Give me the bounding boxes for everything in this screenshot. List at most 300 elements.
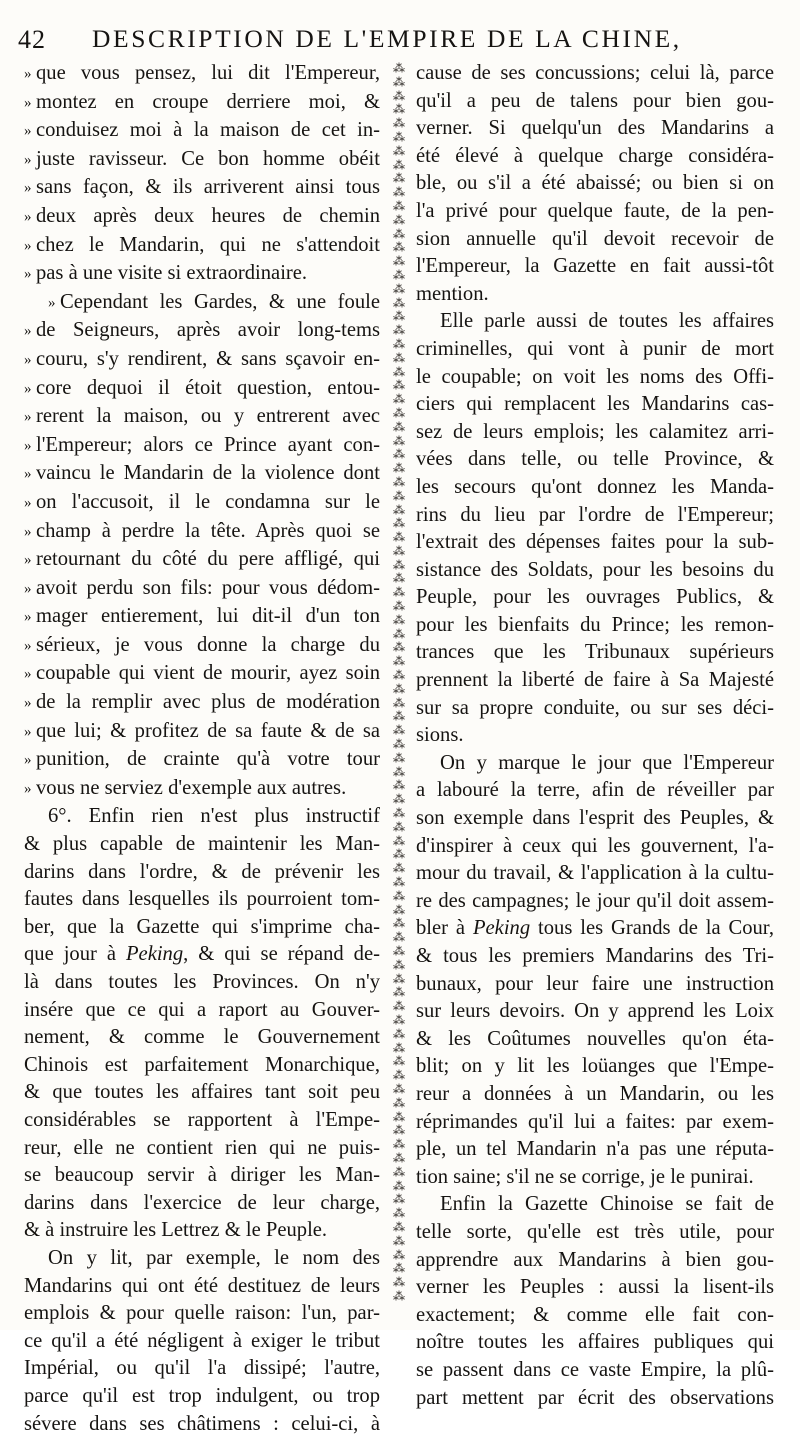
line-text: mention. bbox=[416, 283, 489, 305]
divider-ornament: ⁂ bbox=[393, 90, 405, 104]
line-text: exactement; & comme elle fait con- bbox=[416, 1304, 774, 1326]
divider-ornament: ⁂ bbox=[393, 366, 405, 380]
divider-ornament: ⁂ bbox=[393, 490, 405, 504]
line-text: & à instruire les Lettrez & le Peuple. bbox=[24, 1219, 327, 1241]
divider-ornament: ⁂ bbox=[393, 1138, 405, 1152]
line-text: re des campagnes; le jour qu'il doit assem- bbox=[416, 890, 774, 912]
line-text: pas à une visite si extraordinaire. bbox=[36, 262, 307, 284]
line-text: coupable qui vient de mourir, ayez soin bbox=[36, 662, 380, 684]
line-text: & plus capable de maintenir les Man- bbox=[24, 833, 380, 855]
line-text: juste ravisseur. Ce bon homme obéit bbox=[36, 148, 380, 170]
text-line bbox=[24, 969, 380, 997]
text-line bbox=[24, 941, 380, 969]
quotation-mark: » bbox=[24, 604, 36, 632]
line-text: conduisez moi à la maison de cet in- bbox=[36, 119, 380, 141]
divider-ornament: ⁂ bbox=[393, 62, 405, 76]
line-text: Impérial, ou qu'il l'a dissipé; l'autre, bbox=[24, 1357, 380, 1379]
text-line bbox=[24, 1300, 380, 1328]
divider-ornament: ⁂ bbox=[393, 752, 405, 766]
text-line bbox=[416, 943, 774, 971]
text-line bbox=[416, 1109, 774, 1137]
text-line bbox=[416, 474, 774, 502]
divider-ornament: ⁂ bbox=[393, 628, 405, 642]
divider-ornament: ⁂ bbox=[393, 973, 405, 987]
line-text: Cependant les Gardes, & une foule bbox=[60, 291, 380, 313]
divider-ornament: ⁂ bbox=[393, 421, 405, 435]
quotation-mark: » bbox=[24, 690, 36, 718]
text-line bbox=[416, 1357, 774, 1385]
divider-ornament: ⁂ bbox=[393, 862, 405, 876]
text-line bbox=[24, 1411, 380, 1438]
divider-ornament: ⁂ bbox=[393, 324, 405, 338]
line-text: pour les bienfaits du Prince; les remon- bbox=[416, 614, 774, 636]
text-line bbox=[24, 289, 380, 318]
line-text: ber, que la Gazette qui s'imprime cha- bbox=[24, 916, 380, 938]
text-line bbox=[416, 915, 774, 943]
line-text: sions. bbox=[416, 724, 464, 746]
divider-ornament: ⁂ bbox=[393, 407, 405, 421]
divider-ornament: ⁂ bbox=[393, 145, 405, 159]
text-line bbox=[24, 403, 380, 432]
text-line bbox=[416, 777, 774, 805]
divider-ornament: ⁂ bbox=[393, 1262, 405, 1276]
line-text: Peuple, pour les ouvrages Publics, & bbox=[416, 586, 774, 608]
divider-ornament: ⁂ bbox=[393, 1152, 405, 1166]
page-number: 42 bbox=[18, 25, 46, 55]
line-text: que lui; & profitez de sa faute & de sa bbox=[36, 720, 380, 742]
line-text: ciers qui remplacent les Mandarins cas- bbox=[416, 393, 774, 415]
text-line bbox=[24, 1328, 380, 1356]
text-line bbox=[24, 1383, 380, 1411]
text-line bbox=[24, 203, 380, 232]
line-text: son exemple dans l'esprit des Peuples, & bbox=[416, 807, 774, 829]
line-text: On y marque le jour que l'Empereur bbox=[440, 752, 774, 774]
divider-ornament: ⁂ bbox=[393, 476, 405, 490]
quotation-mark: » bbox=[24, 433, 36, 461]
text-line bbox=[24, 60, 380, 89]
divider-ornament: ⁂ bbox=[393, 117, 405, 131]
divider-ornament: ⁂ bbox=[393, 1221, 405, 1235]
divider-ornament: ⁂ bbox=[393, 738, 405, 752]
line-text: de la remplir avec plus de modération bbox=[36, 691, 380, 713]
quotation-mark: » bbox=[24, 318, 36, 346]
divider-ornament: ⁂ bbox=[393, 462, 405, 476]
text-line bbox=[416, 1164, 774, 1192]
line-text: l'a privé pour quelque faute, de la pen- bbox=[416, 200, 774, 222]
divider-ornament: ⁂ bbox=[393, 269, 405, 283]
line-text: champ à perdre la tête. Après quoi se bbox=[36, 520, 380, 542]
line-text: ble, ou s'il a été abaissé; ou bien si on bbox=[416, 172, 774, 194]
text-line bbox=[416, 198, 774, 226]
divider-ornament: ⁂ bbox=[393, 1193, 405, 1207]
text-line bbox=[24, 575, 380, 604]
text-line bbox=[24, 803, 380, 831]
divider-ornament: ⁂ bbox=[393, 159, 405, 173]
text-line bbox=[24, 914, 380, 942]
line-text: vées dans telle, ou telle Province, & bbox=[416, 448, 774, 470]
line-text: le coupable; on voit les noms des Offi- bbox=[416, 366, 774, 388]
text-line bbox=[24, 432, 380, 461]
divider-ornament: ⁂ bbox=[393, 310, 405, 324]
line-text: vous ne serviez d'exemple aux autres. bbox=[36, 777, 346, 799]
text-line bbox=[24, 489, 380, 518]
divider-ornament: ⁂ bbox=[393, 1180, 405, 1194]
text-line bbox=[416, 805, 774, 833]
text-line bbox=[24, 375, 380, 404]
line-text: darins dans l'exercice de leur charge, bbox=[24, 1192, 380, 1214]
divider-ornament: ⁂ bbox=[393, 1097, 405, 1111]
text-line bbox=[24, 346, 380, 375]
line-text: Elle parle aussi de toutes les affaires bbox=[440, 310, 774, 332]
divider-ornament: ⁂ bbox=[393, 807, 405, 821]
text-line bbox=[416, 529, 774, 557]
line-text: reur, elle ne contient rien qui ne puis- bbox=[24, 1137, 380, 1159]
divider-ornament: ⁂ bbox=[393, 76, 405, 90]
line-text: nement, & comme le Gouvernement bbox=[24, 1026, 380, 1048]
text-line bbox=[416, 364, 774, 392]
divider-ornament: ⁂ bbox=[393, 131, 405, 145]
line-text: bler à Peking tous les Grands de la Cour, bbox=[416, 917, 774, 939]
text-line bbox=[416, 253, 774, 281]
line-text: noître toutes les affaires publiques qui bbox=[416, 1331, 774, 1353]
divider-ornament: ⁂ bbox=[393, 793, 405, 807]
text-line bbox=[416, 1026, 774, 1054]
text-line bbox=[24, 260, 380, 289]
divider-ornament: ⁂ bbox=[393, 241, 405, 255]
line-text: punition, de crainte qu'à votre tour bbox=[36, 748, 380, 770]
divider-ornament: ⁂ bbox=[393, 931, 405, 945]
text-line bbox=[416, 115, 774, 143]
line-text: Enfin la Gazette Chinoise se fait de bbox=[440, 1193, 774, 1215]
divider-ornament: ⁂ bbox=[393, 517, 405, 531]
line-text: les secours qu'ont donnez les Manda- bbox=[416, 476, 774, 498]
divider-ornament: ⁂ bbox=[393, 559, 405, 573]
quotation-mark: » bbox=[24, 204, 36, 232]
line-text: ce qu'il a été négligent à exiger le tribut bbox=[24, 1330, 380, 1352]
text-line bbox=[24, 117, 380, 146]
line-text: telle sorte, qu'elle est très utile, pour bbox=[416, 1221, 774, 1243]
line-text: sévere dans ses châtimens : celui-ci, à bbox=[24, 1413, 380, 1435]
divider-ornament: ⁂ bbox=[393, 766, 405, 780]
divider-ornament: ⁂ bbox=[393, 186, 405, 200]
quotation-mark: » bbox=[24, 233, 36, 261]
line-text: été élevé à quelque charge considéra- bbox=[416, 145, 774, 167]
line-text: réprimandes qu'il lui a faites: par exem- bbox=[416, 1111, 774, 1133]
text-line bbox=[24, 746, 380, 775]
text-line bbox=[24, 1024, 380, 1052]
divider-ornament: ⁂ bbox=[393, 710, 405, 724]
divider-ornament: ⁂ bbox=[393, 1166, 405, 1180]
text-line bbox=[24, 775, 380, 804]
line-text: sion annuelle qu'il devoit recevoir de bbox=[416, 228, 774, 250]
line-text: Mandarins qui ont été destituez de leurs bbox=[24, 1275, 380, 1297]
text-line bbox=[416, 833, 774, 861]
divider-ornament: ⁂ bbox=[393, 200, 405, 214]
divider-ornament: ⁂ bbox=[393, 393, 405, 407]
divider-ornament: ⁂ bbox=[393, 283, 405, 297]
text-line bbox=[24, 1079, 380, 1107]
text-line bbox=[416, 584, 774, 612]
line-text: bunaux, pour leur faire une instruction bbox=[416, 973, 774, 995]
text-line bbox=[416, 998, 774, 1026]
text-line bbox=[24, 1273, 380, 1301]
divider-ornament: ⁂ bbox=[393, 779, 405, 793]
quotation-mark: » bbox=[24, 519, 36, 547]
left-text-column bbox=[24, 60, 380, 1438]
line-text: 6°. Enfin rien n'est plus instructif bbox=[48, 805, 380, 827]
line-text: a labouré la terre, afin de réveiller par bbox=[416, 779, 774, 801]
line-text: montez en croupe derriere moi, & bbox=[36, 91, 380, 113]
divider-ornament: ⁂ bbox=[393, 338, 405, 352]
divider-ornament: ⁂ bbox=[393, 848, 405, 862]
line-text: sur leurs devoirs. On y apprend les Loix bbox=[416, 1000, 774, 1022]
text-line bbox=[416, 281, 774, 309]
divider-ornament: ⁂ bbox=[393, 876, 405, 890]
text-line bbox=[416, 639, 774, 667]
text-line bbox=[416, 1329, 774, 1357]
divider-ornament: ⁂ bbox=[393, 697, 405, 711]
text-line bbox=[24, 546, 380, 575]
divider-ornament: ⁂ bbox=[393, 448, 405, 462]
line-text: avoit perdu son fils: pour vous dédom- bbox=[36, 577, 380, 599]
line-text: insére que ce qui a raport au Gouver- bbox=[24, 999, 380, 1021]
quotation-mark: » bbox=[24, 633, 36, 661]
text-line bbox=[416, 336, 774, 364]
line-text: d'inspirer à ceux qui les gouvernent, l'a- bbox=[416, 835, 774, 857]
text-line bbox=[416, 1274, 774, 1302]
divider-ornament: ⁂ bbox=[393, 1276, 405, 1290]
divider-ornament: ⁂ bbox=[393, 1055, 405, 1069]
line-text: darins dans l'ordre, & de prévenir les bbox=[24, 861, 380, 883]
line-text: verner les Peuples : aussi la lisent-ils bbox=[416, 1276, 774, 1298]
divider-ornament: ⁂ bbox=[393, 917, 405, 931]
divider-ornament: ⁂ bbox=[393, 904, 405, 918]
text-line bbox=[416, 612, 774, 640]
divider-ornament: ⁂ bbox=[393, 641, 405, 655]
divider-ornament: ⁂ bbox=[393, 614, 405, 628]
text-line bbox=[416, 446, 774, 474]
line-text: là dans toutes les Provinces. On n'y bbox=[24, 971, 380, 993]
line-text: criminelles, qui vont à punir de mort bbox=[416, 338, 774, 360]
line-text: Chinois est parfaitement Monarchique, bbox=[24, 1054, 380, 1076]
quotation-mark: » bbox=[24, 490, 36, 518]
text-line bbox=[416, 667, 774, 695]
line-text: vaincu le Mandarin de la violence dont bbox=[36, 462, 380, 484]
line-text: sans façon, & ils arriverent ainsi tous bbox=[36, 176, 380, 198]
divider-ornament: ⁂ bbox=[393, 683, 405, 697]
text-line bbox=[24, 146, 380, 175]
quotation-mark: » bbox=[24, 576, 36, 604]
divider-ornament: ⁂ bbox=[393, 959, 405, 973]
quotation-mark: » bbox=[24, 661, 36, 689]
text-line bbox=[416, 695, 774, 723]
line-text: emplois & pour quelle raison: l'un, par- bbox=[24, 1302, 380, 1324]
text-line bbox=[416, 1081, 774, 1109]
line-text: apprendre aux Mandarins à bien gou- bbox=[416, 1249, 774, 1271]
line-text: mager entierement, lui dit-il d'un ton bbox=[36, 605, 380, 627]
divider-ornament: ⁂ bbox=[393, 1042, 405, 1056]
divider-ornament: ⁂ bbox=[393, 724, 405, 738]
divider-ornament: ⁂ bbox=[393, 835, 405, 849]
text-line bbox=[24, 174, 380, 203]
text-line bbox=[416, 1302, 774, 1330]
divider-ornament: ⁂ bbox=[393, 545, 405, 559]
line-text: que jour à Peking, & qui se répand de- bbox=[24, 943, 380, 965]
quotation-mark: » bbox=[24, 547, 36, 575]
divider-ornament: ⁂ bbox=[393, 172, 405, 186]
text-line bbox=[416, 888, 774, 916]
line-text: sistance des Soldats, pour les besoins du bbox=[416, 559, 774, 581]
divider-ornament: ⁂ bbox=[393, 1111, 405, 1125]
text-line bbox=[24, 1217, 380, 1245]
line-text: & que toutes les affaires tant soit peu bbox=[24, 1081, 380, 1103]
text-line bbox=[24, 886, 380, 914]
divider-ornament: ⁂ bbox=[393, 379, 405, 393]
divider-ornament: ⁂ bbox=[393, 531, 405, 545]
line-text: verner. Si quelqu'un des Mandarins a bbox=[416, 117, 774, 139]
divider-ornament: ⁂ bbox=[393, 504, 405, 518]
line-text: trances que les Tribunaux supérieurs bbox=[416, 641, 774, 663]
quotation-mark: » bbox=[24, 404, 36, 432]
divider-ornament: ⁂ bbox=[393, 255, 405, 269]
divider-ornament: ⁂ bbox=[393, 228, 405, 242]
text-line bbox=[24, 1190, 380, 1218]
divider-ornament: ⁂ bbox=[393, 1207, 405, 1221]
line-text: se beaucoup servir à diriger les Man- bbox=[24, 1164, 380, 1186]
line-text: l'Empereur; alors ce Prince ayant con- bbox=[36, 434, 380, 456]
line-text: rerent la maison, ou y entrerent avec bbox=[36, 405, 380, 427]
text-line bbox=[24, 689, 380, 718]
text-line bbox=[416, 143, 774, 171]
line-text: qu'il a peu de talens pour bien gou- bbox=[416, 90, 774, 112]
running-title: DESCRIPTION DE L'EMPIRE DE LA CHINE, bbox=[92, 24, 682, 54]
divider-ornament: ⁂ bbox=[393, 821, 405, 835]
text-line bbox=[416, 1219, 774, 1247]
text-line bbox=[24, 232, 380, 261]
quotation-mark: » bbox=[48, 290, 60, 318]
line-text: chez le Mandarin, qui ne s'attendoit bbox=[36, 234, 380, 256]
quotation-mark: » bbox=[24, 719, 36, 747]
text-line bbox=[416, 1385, 774, 1413]
line-text: l'Empereur, la Gazette en fait aussi-tôt bbox=[416, 255, 774, 277]
quotation-mark: » bbox=[24, 776, 36, 804]
divider-ornament: ⁂ bbox=[393, 1249, 405, 1263]
line-text: part mettent par écrit des observations bbox=[416, 1387, 774, 1409]
text-line bbox=[416, 860, 774, 888]
text-line bbox=[24, 859, 380, 887]
quotation-mark: » bbox=[24, 347, 36, 375]
text-line bbox=[24, 603, 380, 632]
line-text: deux après deux heures de chemin bbox=[36, 205, 380, 227]
quotation-mark: » bbox=[24, 261, 36, 289]
quotation-mark: » bbox=[24, 376, 36, 404]
line-text: se passent dans ce vaste Empire, la plû- bbox=[416, 1359, 774, 1381]
quotation-mark: » bbox=[24, 175, 36, 203]
divider-ornament: ⁂ bbox=[393, 600, 405, 614]
text-line bbox=[24, 831, 380, 859]
line-text: considérables se rapportent à l'Empe- bbox=[24, 1109, 380, 1131]
text-line bbox=[416, 60, 774, 88]
divider-ornament: ⁂ bbox=[393, 1290, 405, 1304]
line-text: prennent la liberté de faire à Sa Majesté bbox=[416, 669, 774, 691]
divider-ornament: ⁂ bbox=[393, 586, 405, 600]
text-line bbox=[24, 518, 380, 547]
text-line bbox=[24, 460, 380, 489]
line-text: tion saine; s'il ne se corrige, je le punirai. bbox=[416, 1166, 754, 1188]
divider-ornament: ⁂ bbox=[393, 1028, 405, 1042]
text-line bbox=[24, 1162, 380, 1190]
text-line bbox=[24, 632, 380, 661]
divider-ornament: ⁂ bbox=[393, 435, 405, 449]
divider-ornament: ⁂ bbox=[393, 1069, 405, 1083]
text-line bbox=[416, 88, 774, 116]
text-line bbox=[416, 1053, 774, 1081]
page-header bbox=[18, 20, 790, 60]
divider-ornament: ⁂ bbox=[393, 572, 405, 586]
line-text: couru, s'y rendirent, & sans sçavoir en- bbox=[36, 348, 380, 370]
divider-ornament: ⁂ bbox=[393, 103, 405, 117]
text-line bbox=[416, 557, 774, 585]
text-line bbox=[416, 308, 774, 336]
line-text: & les Coûtumes nouvelles qu'on éta- bbox=[416, 1028, 774, 1050]
quotation-mark: » bbox=[24, 747, 36, 775]
line-text: de Seigneurs, après avoir long-tems bbox=[36, 319, 380, 341]
line-text: retournant du côté du pere affligé, qui bbox=[36, 548, 380, 570]
quotation-mark: » bbox=[24, 61, 36, 89]
divider-ornament: ⁂ bbox=[393, 1235, 405, 1249]
divider-ornament: ⁂ bbox=[393, 1000, 405, 1014]
text-line bbox=[416, 419, 774, 447]
line-text: blit; on y lit les loüanges que l'Empe- bbox=[416, 1055, 774, 1077]
right-text-column bbox=[416, 60, 774, 1412]
line-text: sur sa propre conduite, ou sur ses déci- bbox=[416, 697, 774, 719]
text-line bbox=[24, 718, 380, 747]
divider-ornament: ⁂ bbox=[393, 890, 405, 904]
text-line bbox=[24, 1107, 380, 1135]
line-text: rins du lieu par l'ordre de l'Empereur; bbox=[416, 504, 774, 526]
line-text: On y lit, par exemple, le nom des bbox=[48, 1247, 380, 1269]
text-line bbox=[24, 997, 380, 1025]
line-text: reur a données à un Mandarin, ou les bbox=[416, 1083, 774, 1105]
line-text: on l'accusoit, il le condamna sur le bbox=[36, 491, 380, 513]
divider-ornament: ⁂ bbox=[393, 986, 405, 1000]
text-line bbox=[416, 722, 774, 750]
line-text: fautes dans lesquelles ils pourroient tom- bbox=[24, 888, 380, 910]
line-text: cause de ses concussions; celui là, parce bbox=[416, 62, 774, 84]
text-line bbox=[24, 317, 380, 346]
line-text: sez de leurs emplois; les calamitez arri- bbox=[416, 421, 774, 443]
text-line bbox=[416, 1191, 774, 1219]
divider-ornament: ⁂ bbox=[393, 1124, 405, 1138]
text-line bbox=[24, 1052, 380, 1080]
text-line bbox=[416, 971, 774, 999]
line-text: que vous pensez, lui dit l'Empereur, bbox=[36, 62, 380, 84]
quotation-mark: » bbox=[24, 147, 36, 175]
divider-ornament: ⁂ bbox=[393, 669, 405, 683]
ornamental-column-divider bbox=[391, 62, 407, 1307]
divider-ornament: ⁂ bbox=[393, 352, 405, 366]
quotation-mark: » bbox=[24, 118, 36, 146]
line-text: & tous les premiers Mandarins des Tri- bbox=[416, 945, 774, 967]
quotation-mark: » bbox=[24, 461, 36, 489]
divider-ornament: ⁂ bbox=[393, 1083, 405, 1097]
text-line bbox=[24, 1135, 380, 1163]
text-line bbox=[416, 391, 774, 419]
divider-ornament: ⁂ bbox=[393, 1014, 405, 1028]
divider-ornament: ⁂ bbox=[393, 655, 405, 669]
divider-ornament: ⁂ bbox=[393, 945, 405, 959]
text-line bbox=[24, 660, 380, 689]
